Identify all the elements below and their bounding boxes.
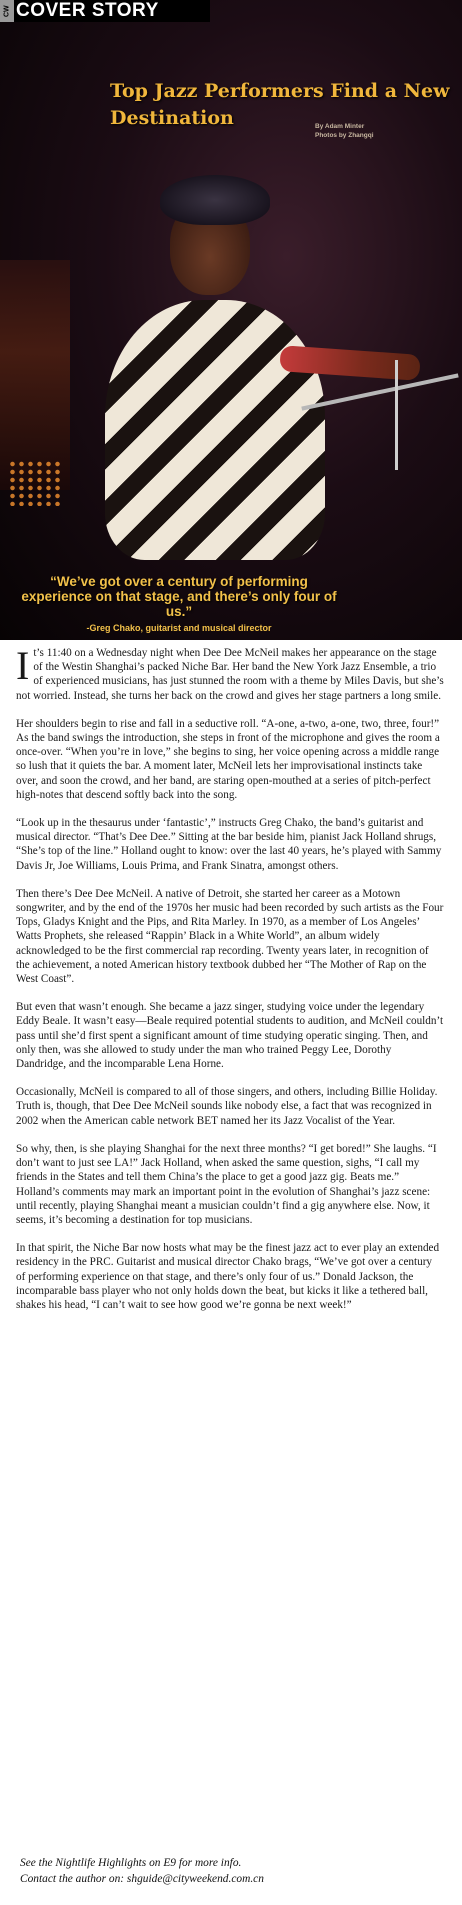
article-paragraph: Then there’s Dee Dee McNeil. A native of Detroit, she started her career as a Motown songwriter, and by the end of the 1970s her music had been recorded by such artists as the Four Tops, Gladys Knight and the Pips, and Rita Marley. In 1970, as a member of Los Angeles’ Watts Prophets, she released “Rappin’ Black in a White World”, an album widely acknowledged to be the first commercial rap recording. Twenty years later, in recognition of the achievement, a noted American history textbook dubbed her “The Mother of Rap on the West Coast”.	[16, 887, 444, 986]
section-label: COVER STORY	[16, 0, 159, 21]
singer-hat	[160, 175, 270, 225]
article-headline: Top Jazz Performers Find a New Destination	[110, 80, 450, 129]
article-paragraph: In that spirit, the Niche Bar now hosts what may be the finest jazz act to ever play an extended residency in the PRC. Guitarist and musical director Chako brags, “We’ve got over a century of performing experience on that stage, and there’s only four of us.” Donald Jackson, the incomparable bass player who not only holds down the beat, but kicks it like a tethered ball, shakes his head, “I can’t wait to see how good we’re gonna be next week!”	[16, 1242, 440, 1311]
cw-logo: CW	[0, 0, 14, 22]
cover-photo	[0, 0, 462, 640]
pull-quote-attribution: -Greg Chako, guitarist and musical director	[86, 623, 272, 633]
byline-author: By Adam Minter	[315, 123, 365, 130]
drop-cap: I	[16, 643, 30, 688]
music-stand	[301, 373, 458, 410]
article-paragraph	[16, 643, 444, 703]
article-footer	[20, 1855, 450, 1887]
article-paragraph: Occasionally, McNeil is compared to all of those singers, and others, including Billie Holiday. Truth is, though, that Dee Dee McNeil sounds like nobody else, a fact that was recognized in 2002 when the American cable network BET named her its Jazz Vocalist of the Year.	[16, 1086, 438, 1127]
music-stand-pole	[395, 360, 398, 470]
paragraph-text: t’s 11:40 on a Wednesday night when Dee Dee McNeil makes her appearance on the stage of the Westin Shanghai’s packed Niche Bar. Her band the New York Jazz Ensemble, a trio of experienced musicians, has just stunned the room with a theme by Miles Davis, but she’s not worried. Instead, she turns her back on the crowd and gives her stage partners a long smile.	[16, 647, 444, 702]
section-header	[0, 0, 210, 22]
singer-figure	[105, 300, 325, 560]
highlights-note: See the Nightlife Highlights on E9 for more info.	[20, 1857, 242, 1869]
article-body	[16, 643, 444, 1326]
author-contact: Contact the author on: shguide@cityweekend.com.cn	[20, 1873, 264, 1885]
article-paragraph: “Look up in the thesaurus under ‘fantastic’,” instructs Greg Chako, the band’s guitarist and musical director. “That’s Dee Dee.” Sitting at the bar beside him, pianist Jack Holland shrugs, “She’s top of the line.” Holland ought to know: over the last 40 years, he’s played with Sammy Davis Jr, Joe Williams, Louis Prima, and Frank Sinatra, amongst others.	[16, 817, 442, 872]
pull-quote: “We’ve got over a century of performing experience on that stage, and there’s only four of us.”	[21, 574, 337, 619]
stage-lights	[8, 460, 64, 506]
byline-photos: Photos by Zhangqi	[315, 132, 374, 139]
stage-backdrop	[0, 260, 70, 490]
article-paragraph: But even that wasn’t enough. She became a jazz singer, studying voice under the legendary Eddy Beale. It wasn’t easy—Beale required potential students to audition, and McNeil couldn’t pass until she’d first spent a significant amount of time studying operatic singing. Then, and only then, was she allowed to study under the man who trained Peggy Lee, Dorothy Dandridge, and the incomparable Lena Horne.	[16, 1001, 444, 1071]
article-paragraph: Her shoulders begin to rise and fall in a seductive roll. “A-one, a-two, a-one, two, three, four!” As the band swings the introduction, she steps in front of the microphone and gives the room a once-over. “When you’re in love,” she begins to sing, her voice opening across a middle range so lush that it quiets the bar. A moment later, McNeil lets her improvisational instincts take over, and soon the crowd, and her band, are staring open-mouthed at a series of pitch-perfect high-notes that descend softly back into the song.	[16, 717, 440, 801]
byline	[315, 122, 455, 140]
article-paragraph: So why, then, is she playing Shanghai for the next three months? “I get bored!” She laughs. “I don’t want to just see LA!” Jack Holland, when asked the same question, sighs, “I call my friends in the States and tell them China’s the place to get a good jazz gig. Beats me.” Holland’s comments may mark an important point in the evolution of Shanghai’s jazz scene: until recently, playing Shanghai meant a musician couldn’t find a gig anywhere else. Now, it seems, it’s becoming a destination for top musicians.	[16, 1142, 437, 1226]
